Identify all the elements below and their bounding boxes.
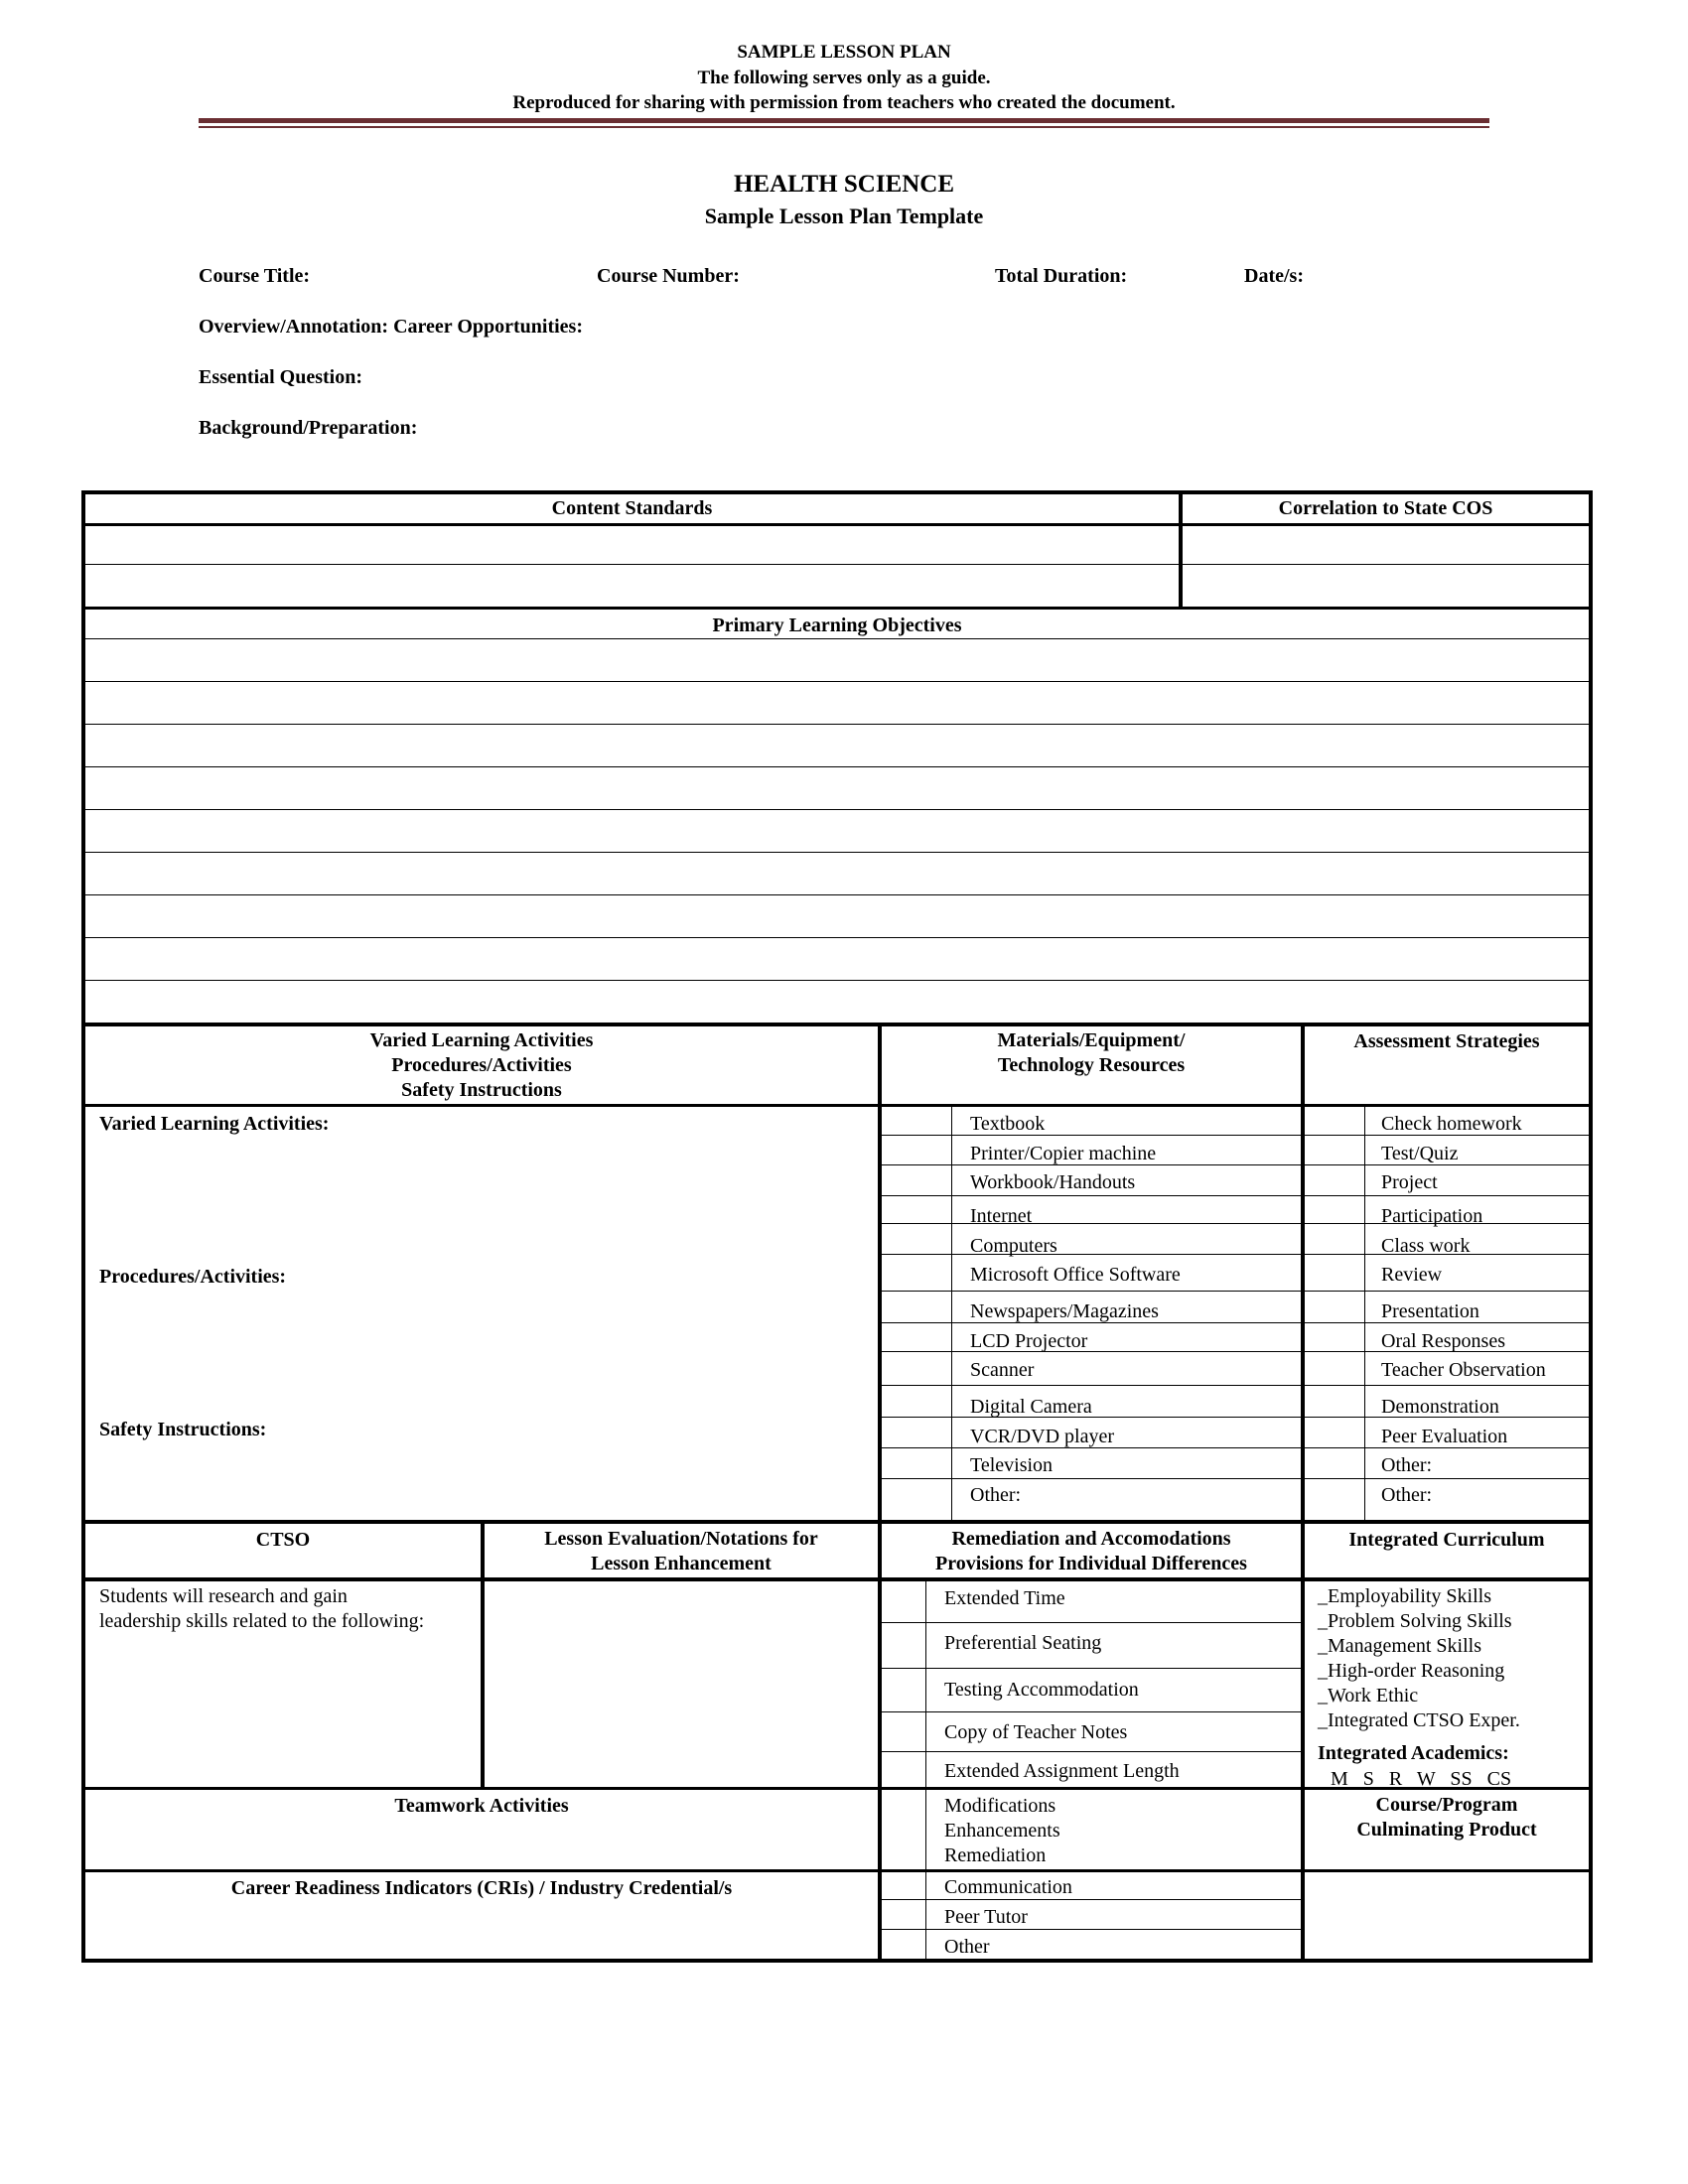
assessment-header: Assessment Strategies	[1353, 1030, 1540, 1052]
assessment-item: Other:	[1381, 1484, 1433, 1506]
overview-label: Overview/Annotation: Career Opportunities:	[199, 316, 584, 338]
integrated-academics-label: Integrated Academics:	[1318, 1742, 1509, 1764]
ctso-header: CTSO	[255, 1529, 311, 1551]
material-item: Internet	[970, 1205, 1033, 1227]
material-item: Printer/Copier machine	[970, 1143, 1157, 1164]
remediation-item: Extended Time	[944, 1587, 1065, 1609]
materials-header: Materials/Equipment/ Technology Resources	[997, 1029, 1186, 1076]
course-number-label: Course Number:	[597, 265, 740, 287]
assessment-item: Test/Quiz	[1381, 1143, 1459, 1164]
remediation-item: Extended Assignment Length	[944, 1760, 1180, 1782]
assessment-item: Review	[1381, 1264, 1443, 1286]
procedures-label: Procedures/Activities:	[99, 1266, 287, 1288]
safety-label: Safety Instructions:	[99, 1419, 267, 1440]
material-item: Microsoft Office Software	[970, 1264, 1181, 1286]
header-line-2: The following serves only as a guide.	[697, 68, 991, 88]
dates-label: Date/s:	[1244, 265, 1304, 287]
assessment-item: Project	[1381, 1171, 1438, 1193]
varied-learning-header: Varied Learning Activities Procedures/Activities Safety Instructions	[369, 1029, 594, 1101]
varied-learning-label: Varied Learning Activities:	[99, 1113, 330, 1135]
doc-title: HEALTH SCIENCE	[733, 171, 955, 198]
assessment-item: Oral Responses	[1381, 1330, 1505, 1352]
background-label: Background/Preparation:	[199, 417, 418, 439]
assessment-item: Teacher Observation	[1381, 1359, 1546, 1381]
assessment-item: Participation	[1381, 1205, 1483, 1227]
material-item: Newspapers/Magazines	[970, 1300, 1159, 1322]
remediation-item: Other	[944, 1936, 990, 1958]
header-line-3: Reproduced for sharing with permission from teachers who created the document.	[512, 92, 1176, 113]
material-item: Scanner	[970, 1359, 1035, 1381]
assessment-item: Check homework	[1381, 1113, 1522, 1135]
lesson-evaluation-header: Lesson Evaluation/Notations for Lesson Enhancement	[544, 1528, 818, 1574]
material-item: Other:	[970, 1484, 1022, 1506]
career-readiness-header: Career Readiness Indicators (CRIs) / Industry Credential/s	[230, 1877, 733, 1899]
header-line-1: SAMPLE LESSON PLAN	[737, 42, 951, 63]
header-rule-thin	[199, 126, 1489, 128]
course-program-header: Course/Program Culminating Product	[1356, 1794, 1537, 1841]
doc-subtitle: Sample Lesson Plan Template	[704, 204, 984, 228]
remediation-item: Copy of Teacher Notes	[944, 1721, 1128, 1743]
ctso-text: Students will research and gain leadership skills related to the following:	[99, 1585, 425, 1632]
content-standards-header: Content Standards	[551, 497, 713, 519]
remediation-item: Communication	[944, 1876, 1072, 1898]
remediation-item: Peer Tutor	[944, 1906, 1028, 1928]
teamwork-header: Teamwork Activities	[394, 1795, 569, 1817]
material-item: LCD Projector	[970, 1330, 1088, 1352]
assessment-item: Demonstration	[1381, 1396, 1499, 1418]
assessment-item: Class work	[1381, 1235, 1471, 1257]
total-duration-label: Total Duration:	[995, 265, 1128, 287]
primary-objectives-header: Primary Learning Objectives	[712, 614, 962, 636]
academics-codes: M S R W SS CS	[1331, 1768, 1512, 1790]
remediation-item: Testing Accommodation	[944, 1679, 1139, 1701]
remediation-header: Remediation and Accomodations Provisions for Individual Differences	[935, 1528, 1247, 1574]
material-item: Textbook	[970, 1113, 1046, 1135]
essential-question-label: Essential Question:	[199, 366, 363, 388]
remediation-item: Preferential Seating	[944, 1632, 1102, 1654]
material-item: Television	[970, 1454, 1054, 1476]
header-rule-thick	[199, 118, 1489, 123]
assessment-item: Presentation	[1381, 1300, 1479, 1322]
integrated-curriculum-header: Integrated Curriculum	[1348, 1529, 1545, 1551]
material-item: Computers	[970, 1235, 1057, 1257]
material-item: Digital Camera	[970, 1396, 1092, 1418]
integrated-skills-list: _Employability Skills _Problem Solving Skills _Management Skills _High-order Reasoning _Work Ethic _Integrated CTSO Exper.	[1318, 1585, 1520, 1731]
correlation-header: Correlation to State COS	[1278, 497, 1493, 519]
assessment-item: Peer Evaluation	[1381, 1426, 1508, 1447]
material-item: VCR/DVD player	[970, 1426, 1114, 1447]
modifications-group: Modifications Enhancements Remediation	[944, 1795, 1060, 1866]
course-title-label: Course Title:	[199, 265, 311, 287]
assessment-item: Other:	[1381, 1454, 1433, 1476]
material-item: Workbook/Handouts	[970, 1171, 1136, 1193]
